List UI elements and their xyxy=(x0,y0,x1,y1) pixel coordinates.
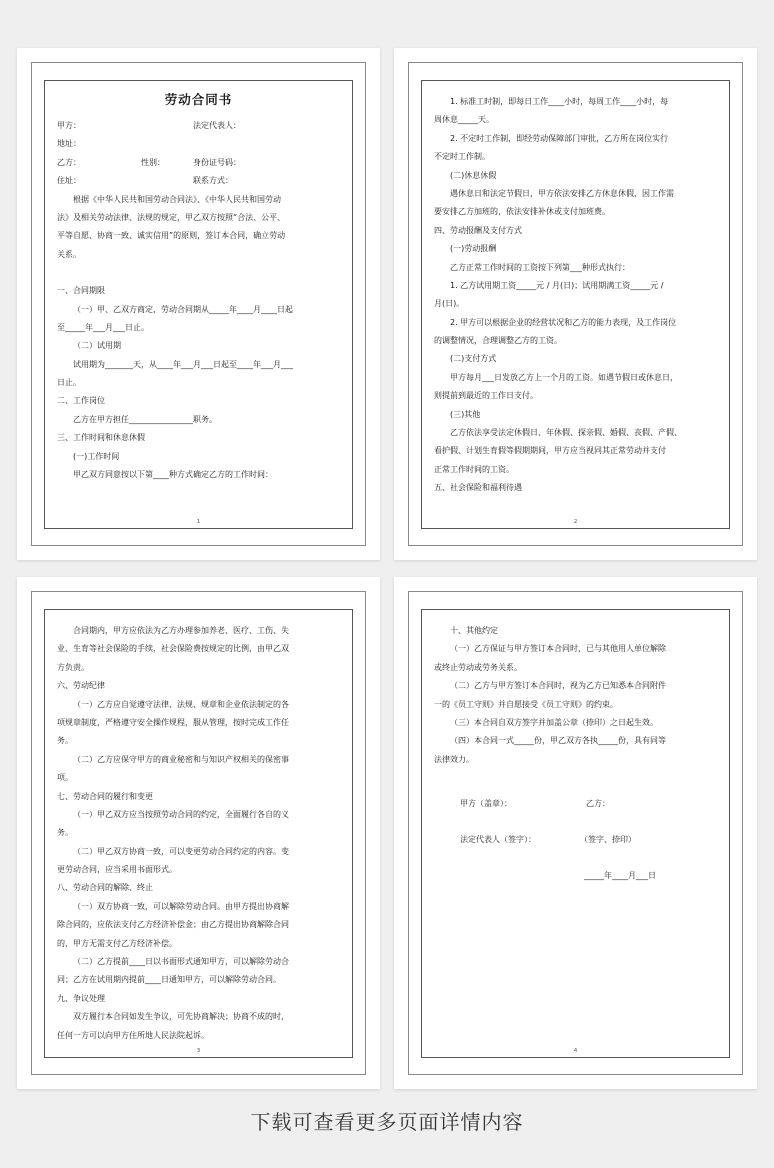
residence-label: 住址： xyxy=(57,176,81,186)
paragraph-line: 看护假、计划生育假等假期期间，甲方应当视同其正常劳动并支付 xyxy=(434,446,666,456)
page-border-inner xyxy=(44,609,353,1058)
section-heading: 九、争议处理 xyxy=(57,993,105,1003)
page-border-outer xyxy=(408,62,743,546)
page-4 xyxy=(394,577,757,1089)
paragraph-line: 至_____年___月___日止。 xyxy=(57,322,149,332)
paragraph-line: 务。 xyxy=(57,736,73,746)
section-heading: 七、劳动合同的履行和变更 xyxy=(57,791,153,801)
paragraph-line: 遇休息日和法定节假日，甲方依法安排乙方休息休假，因工作需 xyxy=(450,188,674,198)
paragraph-line: 双方履行本合同如发生争议，可先协商解决；协商不成的时， xyxy=(73,1012,289,1022)
legal-rep-label: 法定代表人： xyxy=(193,121,241,130)
section-heading: 十、其他约定 xyxy=(450,626,498,635)
subsection-heading: (三)其他 xyxy=(450,409,481,419)
document-title: 劳动合同书 xyxy=(164,92,233,107)
paragraph-line: （二）乙方应保守甲方的商业秘密和与知识产权相关的保密事 xyxy=(73,754,289,764)
paragraph-line: 1. 标准工时制，即每日工作____小时，每周工作____小时，每 xyxy=(450,97,669,106)
paragraph-line: 平等自愿、协商一致、诚实信用”的原则，签订本合同，确立劳动 xyxy=(57,231,286,241)
paragraph-line: 更劳动合同，应当采用书面形式。 xyxy=(57,865,177,875)
page-1 xyxy=(17,48,380,560)
paragraph-line: （一）甲、乙双方商定，劳动合同期从_____年____月____日起 xyxy=(73,304,293,314)
paragraph-line: （二）乙方与甲方签订本合同时，视为乙方已知悉本合同附件 xyxy=(450,681,666,691)
paragraph-line: 方负责。 xyxy=(57,662,89,672)
paragraph-line: 法》及相关劳动法律、法规的规定，甲乙双方按照“合法、公平、 xyxy=(57,212,286,222)
page-border-inner xyxy=(44,80,353,529)
paragraph-line: （一）乙方应自觉遵守法律、法规、规章和企业依法制定的各 xyxy=(73,699,289,709)
page-2-content xyxy=(434,93,717,498)
paragraph-line: 乙方依法享受法定休假日、年休假、探亲假、婚假、丧假、产假、 xyxy=(450,428,682,438)
page-2 xyxy=(394,48,757,560)
download-more-caption: 下载可查看更多页面详情内容 xyxy=(250,1110,524,1134)
section-heading: 一、合同期限 xyxy=(57,286,105,296)
paragraph-line: （二）乙方提前____日以书面形式通知甲方，可以解除劳动合 xyxy=(73,957,289,967)
signature-row-2 xyxy=(434,831,717,867)
subsection-heading: (一)工作时间 xyxy=(73,451,120,461)
paragraph-line: 1. 乙方试用期工资_____元 / 月(日)；试用期满工资_____元 / xyxy=(450,280,664,290)
paragraph-line: 2. 甲方可以根据企业的经营状况和乙方的能力表现，及工作岗位 xyxy=(450,317,677,327)
paragraph-line: 要安排乙方加班的，依法安排补休或支付加班费。 xyxy=(434,207,610,217)
signature-row-3 xyxy=(434,867,717,903)
paragraph-line: 任何一方可以向甲方住所地人民法院起诉。 xyxy=(57,1030,209,1040)
paragraph-line: 试用期为_______天，从____年___月___日起至____年___月___ xyxy=(73,359,293,369)
paragraph-line: 甲方每月___日发放乙方上一个月的工资。如遇节假日或休息日， xyxy=(450,372,678,382)
signature-date: _____年____月___日 xyxy=(584,871,656,881)
paragraph-line: 2. 不定时工作制，即经劳动保障部门审批，乙方所在岗位实行 xyxy=(450,133,669,143)
page-4-content xyxy=(434,622,717,903)
paragraph-line: 根据《中华人民共和国劳动合同法》、《中华人民共和国劳动 xyxy=(73,194,281,204)
paragraph-line: 合同期内，甲方应依法为乙方办理参加养老、医疗、工伤、失 xyxy=(73,626,289,635)
paragraph-line: 正常工作时间的工资。 xyxy=(434,464,514,474)
section-heading: 五、社会保险和福利待遇 xyxy=(434,483,522,493)
section-heading: 三、工作时间和休息休假 xyxy=(57,433,145,443)
party-a-seal-label: 甲方（盖章）： xyxy=(460,799,512,809)
paragraph-line: 月(日)。 xyxy=(434,299,465,309)
page-1-content xyxy=(57,83,340,484)
page-number: 2 xyxy=(573,519,578,525)
party-a-label: 甲方： xyxy=(57,121,81,130)
paragraph-line: （四）本合同一式_____份，甲乙双方各执_____份，具有同等 xyxy=(450,736,666,746)
paragraph-line: 一的《员工守则》并自愿接受《员工守则》的约束。 xyxy=(434,699,618,709)
page-border-inner xyxy=(421,609,730,1058)
party-b-sign-label: 乙方： xyxy=(586,799,610,809)
address-label: 地址： xyxy=(57,139,81,149)
paragraph-line: 不定时工作制。 xyxy=(434,152,490,162)
paragraph-line: 业、生育等社会保险的手续，社会保险费按规定的比例，由甲乙双 xyxy=(57,644,289,654)
paragraph-line: （三）本合同自双方签字并加盖公章（捺印）之日起生效。 xyxy=(450,717,658,727)
paragraph-line: 乙方在甲方担任________________职务。 xyxy=(73,414,217,424)
subsection-heading: （二）试用期 xyxy=(73,341,121,351)
paragraph-line: 关系。 xyxy=(57,249,81,259)
paragraph-line: （一）双方协商一致，可以解除劳动合同。由甲方提出协商解 xyxy=(73,901,289,911)
paragraph-line: 的，甲方无需支付乙方经济补偿。 xyxy=(57,938,177,948)
page-3 xyxy=(17,577,380,1089)
signature-row-1 xyxy=(434,795,717,831)
section-heading: 八、劳动合同的解除、终止 xyxy=(57,883,153,893)
page-3-content xyxy=(57,622,340,1045)
contact-label: 联系方式： xyxy=(193,176,233,186)
paragraph-line: 项。 xyxy=(57,773,73,783)
paragraph-line: 的调整情况，合理调整乙方的工资。 xyxy=(434,336,562,346)
paragraph-line: 甲乙双方同意按以下第____种方式确定乙方的工作时间： xyxy=(73,470,273,480)
page-border-inner xyxy=(421,80,730,529)
paragraph-line: （一）乙方保证与甲方签订本合同时，已与其他用人单位解除 xyxy=(450,644,666,654)
paragraph-line: 同；乙方在试用期内提前____日通知甲方，可以解除劳动合同。 xyxy=(57,975,281,985)
paragraph-line: 除合同的，应依法支付乙方经济补偿金；由乙方提出协商解除合同 xyxy=(57,920,289,930)
legal-rep-sign-label: 法定代表人（签字）： xyxy=(460,835,536,845)
paragraph-line: 法律效力。 xyxy=(434,754,474,764)
page-number: 1 xyxy=(196,519,201,525)
paragraph-line: 日止。 xyxy=(57,378,81,388)
paragraph-line: 则提前到最近的工作日支付。 xyxy=(434,391,538,401)
paragraph-line: 周休息_____天。 xyxy=(434,115,494,125)
paragraph-line: 项规章制度，严格遵守安全操作规程，服从管理，按时完成工作任 xyxy=(57,717,289,727)
page-border-outer xyxy=(31,62,366,546)
subsection-heading: (二)休息休假 xyxy=(450,170,497,180)
page-border-outer xyxy=(31,591,366,1075)
subsection-heading: (一)劳动报酬 xyxy=(450,244,497,254)
id-number-label: 身份证号码： xyxy=(193,157,241,167)
party-b-label: 乙方： xyxy=(57,157,81,167)
sign-fingerprint-label: （签字、捺印） xyxy=(580,835,636,845)
party-fields xyxy=(57,117,340,191)
page-border-outer xyxy=(408,591,743,1075)
section-heading: 六、劳动纪律 xyxy=(57,681,105,691)
subsection-heading: (二)支付方式 xyxy=(450,354,497,364)
gender-label: 性别： xyxy=(141,157,165,167)
section-heading: 二、工作岗位 xyxy=(57,396,105,406)
page-number: 4 xyxy=(573,1048,578,1054)
paragraph-line: （二）甲乙双方协商一致，可以变更劳动合同约定的内容。变 xyxy=(73,846,289,856)
paragraph-line: 或终止劳动或劳务关系。 xyxy=(434,662,522,672)
section-heading: 四、劳动报酬及支付方式 xyxy=(434,225,522,235)
paragraph-line: 务。 xyxy=(57,828,73,838)
paragraph-line: （一）甲乙双方应当按照劳动合同的约定，全面履行各自的义 xyxy=(73,809,289,819)
paragraph-line: 乙方正常工作时间的工资按下列第___种形式执行： xyxy=(450,262,630,272)
page-number: 3 xyxy=(196,1048,201,1054)
